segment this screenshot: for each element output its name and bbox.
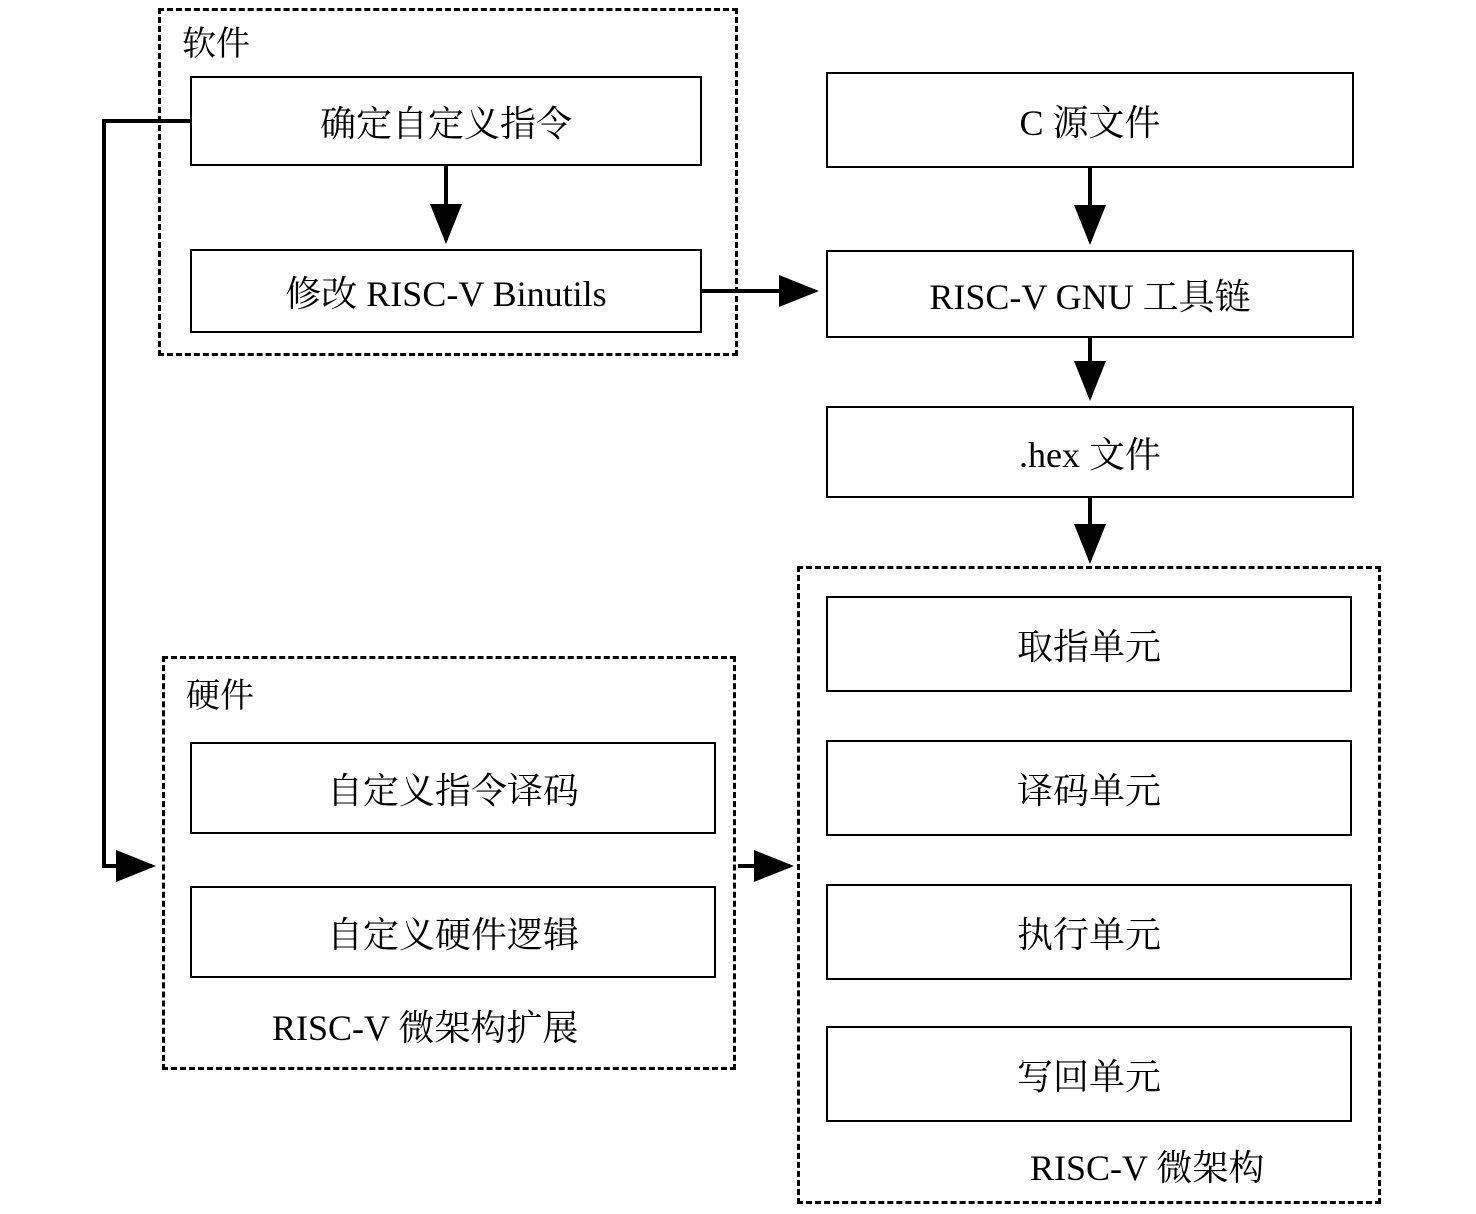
group-microarchitecture-caption: RISC-V 微架构 [1030,1148,1265,1188]
node-custom-decode[interactable] [190,742,716,834]
node-decode-unit[interactable] [826,740,1352,836]
node-c-source[interactable] [826,72,1354,168]
node-label: 修改 RISC-V Binutils [285,273,607,314]
group-software-label: 软件 [182,26,250,63]
node-label: 确定自定义指令 [319,103,572,144]
node-writeback-unit[interactable] [826,1026,1352,1122]
node-execute-unit[interactable] [826,884,1352,980]
node-label: 执行单元 [1016,914,1161,955]
group-hardware-label: 硬件 [186,678,254,715]
node-modify-binutils[interactable] [190,249,702,333]
node-hex-file[interactable] [826,406,1354,498]
node-define-custom-instr[interactable] [190,76,702,166]
node-label: 自定义指令译码 [326,770,579,811]
node-label: 自定义硬件逻辑 [326,914,579,955]
node-custom-logic[interactable] [190,886,716,978]
node-label: 译码单元 [1016,770,1161,811]
node-label: .hex 文件 [1019,434,1161,475]
node-label: C 源文件 [1019,102,1161,143]
node-label: 写回单元 [1016,1056,1161,1097]
node-fetch-unit[interactable] [826,596,1352,692]
group-hardware-caption: RISC-V 微架构扩展 [272,1008,579,1048]
node-gnu-toolchain[interactable] [826,250,1354,338]
node-label: RISC-V GNU 工具链 [929,276,1251,317]
node-label: 取指单元 [1016,626,1161,667]
